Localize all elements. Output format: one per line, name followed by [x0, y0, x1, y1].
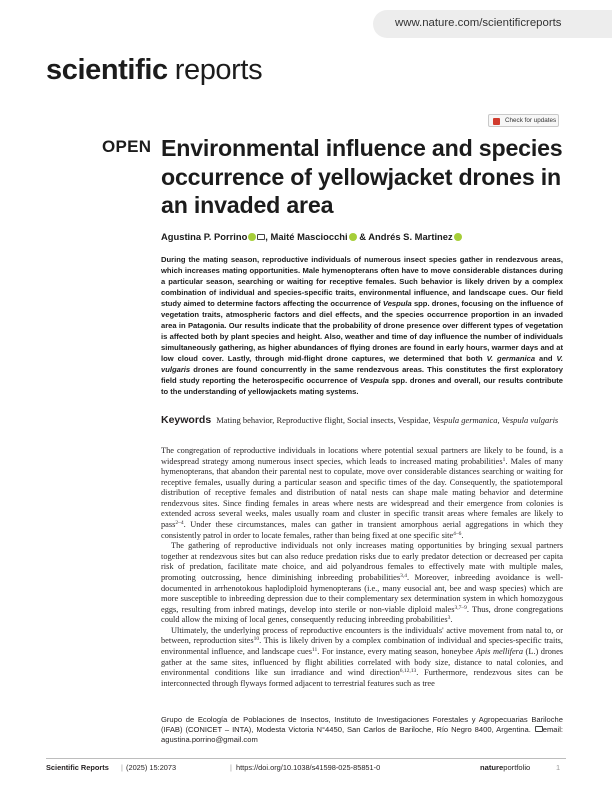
email-icon	[535, 726, 543, 732]
body-paragraph: The congregation of reproductive individuals in locations where potential sexual partners are likely to be found, is a widespread strategy among numerous insect species, which leads to increased mating probabilities$^1$. Males of many hymenopterans, that abandon their parental nest to copulate, move over considerable distances searching or waiting for receptive females, usually during a particular season and specific times of the day. Consequently, the spatiotemporal distribution of receptive females and distribution of natal nests can shape male mating behavior and determine rendezvous sites. Since finding females in areas where nests are widespread and their emergence from colonies is extended across several weeks, males usually roam and cluster in specific transit areas where females are likely to pass$^{2-4}$. Under these circumstances, males can gather in transient amorphous aerial aggregations in which they consistently patrol in order to locate females, rather than being fixed at one specific site$^{4-6}$.	[161, 446, 563, 540]
keywords-list: Mating behavior, Reproductive flight, Social insects, Vespidae,	[216, 415, 433, 425]
orcid-icon[interactable]	[349, 233, 357, 241]
corresponding-email[interactable]: email: agustina.porrino@gmail.com	[161, 725, 563, 745]
citation[interactable]: 3,7–9	[454, 604, 467, 611]
citation[interactable]: 10	[253, 636, 260, 643]
citation[interactable]: 3,4	[400, 572, 407, 579]
author-separator: ,	[265, 231, 271, 242]
footer-doi-link[interactable]: https://doi.org/10.1038/s41598-025-85851-0	[236, 763, 381, 772]
body-paragraph: Ultimately, the underlying process of reproductive encounters is the individuals' active movement from natal to, or between, reproduction sites$^{10}$. This is likely driven by a complex combination of individual and species-specific traits, environmental influence, and landscape cues$^{11}$. For instance, every mating season, honeybee Apis mellifera (L.) drones gather at the same sites, influenced by flight abilities correlated with body size, distance to natal colonies, and environmental conditions like sun irradiance and wind direction$^{6,12,13}$. Furthermore, rendezvous sites can be interconnected through flyways formed adjacent to terrestrial features such as tree	[161, 625, 564, 688]
keywords	[161, 415, 563, 426]
article-title: Environmental influence and species occurrence of yellowjacket drones in an invaded area	[161, 135, 563, 218]
article-body	[161, 446, 563, 689]
open-access-label: OPEN	[102, 137, 152, 156]
logo-reports: reports	[174, 54, 263, 86]
orcid-icon[interactable]	[248, 233, 256, 241]
journal-url-bar[interactable]	[373, 10, 612, 38]
citation[interactable]: 4–6	[453, 530, 462, 537]
nature-portfolio-logo: natureportfolio	[480, 763, 531, 772]
check-for-updates-button[interactable]	[488, 114, 559, 127]
citation[interactable]: 3	[447, 615, 451, 622]
footer-volume: (2025) 15:2073	[126, 763, 177, 772]
footer-journal: Scientific Reports	[46, 763, 109, 772]
footer-separator: |	[230, 763, 232, 772]
body-paragraph: The gathering of reproductive individuals not only increases mating opportunities by bringing sexual partners together at rendezvous sites but can also reduce predation risks due to early predator detection or decreased per capita risk of predation, facilitate mate choice, and aid polyandrous females to effectively mate with multiple males, promoting outcrossing, hence diminishing inbreeding probabilities$^{3,4}$. Moreover, inbreeding avoidance is well-documented in arrhenotokous haplodiploid hymenopterans (i.e., many eusocial ant, bee and wasp species) which are more susceptible to inbreeding depression due to their complementary sex determination system in which homozygous eggs, resulting from inbred matings, develop into sterile or non-viable diploid males$^{3,7-9}$. Thus, drone congregations could allow the mixing of local genes, consequently reducing inbreeding probabilities$^3$.	[161, 541, 563, 625]
email-icon[interactable]	[257, 234, 265, 240]
orcid-icon[interactable]	[454, 233, 462, 241]
citation[interactable]: 11	[311, 646, 318, 653]
footer-separator: |	[121, 763, 123, 772]
page-number: 1	[556, 763, 561, 772]
crossmark-icon	[493, 118, 500, 125]
citation[interactable]: 2–4	[175, 520, 184, 527]
abstract: During the mating season, reproductive individuals of numerous insect species gather in rendezvous areas, which increases mating opportunities. Male hymenopterans often have to move considerable distances during a particular season, searching or waiting for receptive females. Such behavior is likely driven by a complex combination of individual and species-specific traits, environmental influence, and landscape cues. Our field study aimed to determine factors affecting the occurrence of Vespula spp. drones, focusing on the influence of vegetation traits, atmospheric factors and diel effects, and the species occurrence proportion in an invaded area in Patagonia. Our results indicate that the probability of drone presence over different types of vegetation is affected both by plant species and height. Also, weather and time of day influence the number of individuals simultaneously gathering, as higher abundances of flying drones are found in early hours, warmer days and at low cloud cover. Lastly, through mid-flight drone captures, we determined that both V. germanica and V. vulgaris drones are found concurrently in the same rendezvous areas. This constitutes the first exploratory field study reporting the heterospecific occurrence of Vespula spp. drones and overall, our results contribute to the understanding of yellowjackets mating systems.	[161, 255, 563, 397]
journal-logo	[46, 54, 262, 87]
author-list	[161, 231, 462, 242]
footer-divider	[46, 758, 566, 759]
citation[interactable]: 1	[502, 456, 506, 463]
author-name[interactable]: Andrés S. Martinez	[368, 231, 453, 242]
affiliation-note	[161, 715, 563, 746]
check-for-updates-label: Check for updates	[505, 117, 557, 124]
citation[interactable]: 6,12,13	[399, 668, 417, 675]
keywords-heading: Keywords	[161, 414, 212, 426]
journal-url[interactable]: www.nature.com/scientificreports	[395, 17, 562, 29]
author-separator: &	[356, 231, 369, 242]
logo-scientific: scientific	[46, 54, 168, 86]
author-name[interactable]: Agustina P. Porrino	[161, 231, 248, 242]
author-name[interactable]: Maité Masciocchi	[270, 231, 348, 242]
affiliation-text: Grupo de Ecología de Poblaciones de Insectos, Instituto de Investigaciones Forestales y Agropecuarias Bariloche (IFAB) (CONICET – INTA), Modesta Victoria N°4450, San Carlos de Bariloche, Río Negro 8400, Argentina.	[161, 715, 563, 735]
keywords-species: Vespula germanica, Vespula vulgaris	[432, 415, 559, 425]
